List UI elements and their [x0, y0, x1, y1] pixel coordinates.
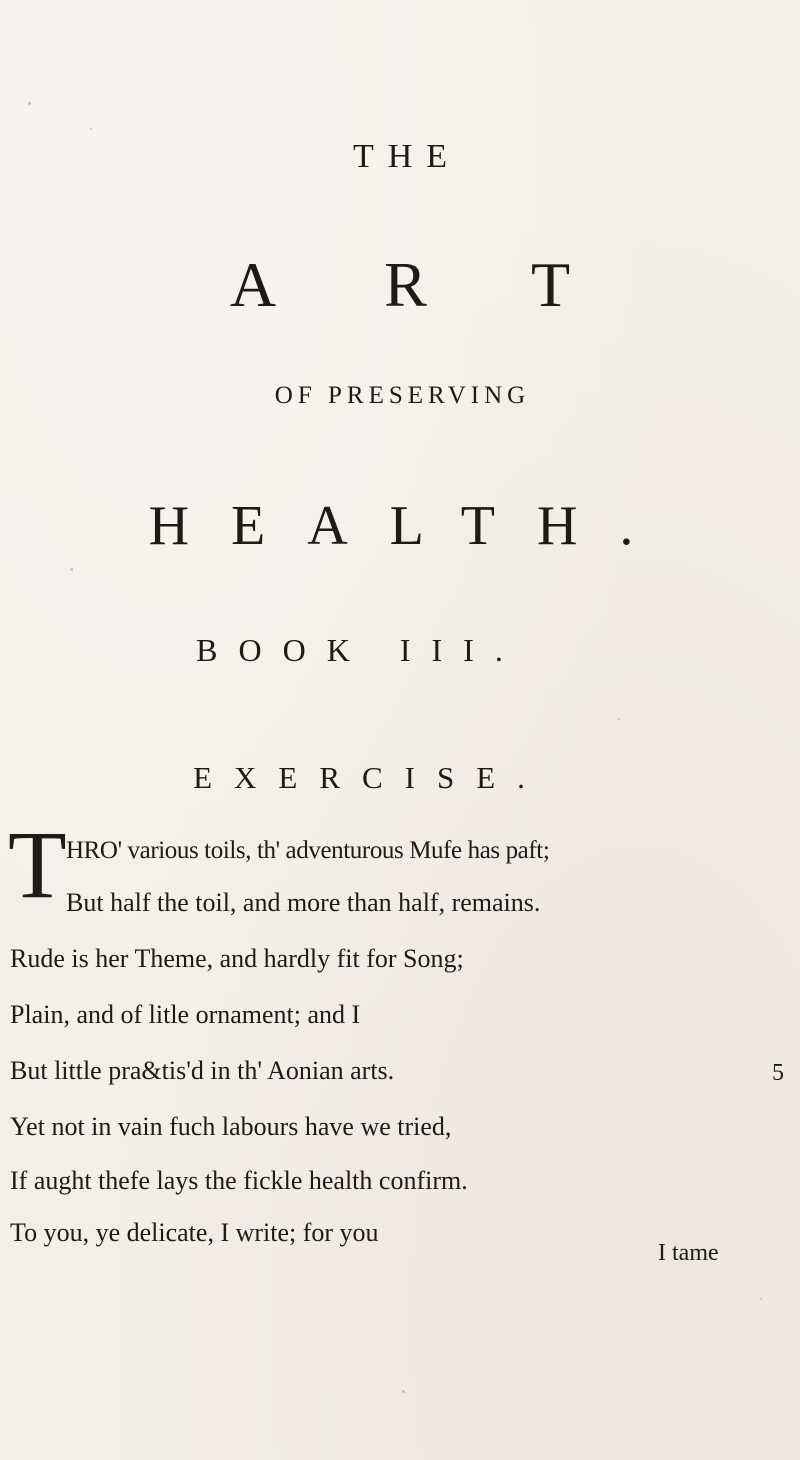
poem-line-5: But little pra&tis'd in th' Aonian arts. [10, 1056, 395, 1085]
poem-line-8: To you, ye delicate, I write; for you [10, 1218, 379, 1247]
paper-speck [618, 718, 620, 720]
poem-line-6: Yet not in vain fuch labours have we tried, [10, 1112, 452, 1141]
title-the: THE [352, 138, 462, 175]
title-art: ART [229, 249, 679, 320]
paper-speck [70, 568, 73, 571]
paper-speck [28, 102, 31, 105]
catchword: I tame [658, 1240, 719, 1266]
book-heading: BOOK III. [196, 632, 524, 668]
poem-line-1: HRO' various toils, th' adventurous Mufe has paft; [66, 837, 550, 864]
title-of-preserving: OF PRESERVING [274, 382, 531, 409]
drop-cap: T [8, 811, 67, 918]
poem-line-4: Plain, and of litle ornament; and I [10, 1000, 361, 1029]
poem-line-3: Rude is her Theme, and hardly fit for Song; [10, 944, 464, 973]
paper-speck [90, 128, 92, 130]
poem-line-7: If aught thefe lays the fickle health confirm. [10, 1166, 468, 1195]
poem-line-2: But half the toil, and more than half, remains. [66, 888, 541, 917]
title-health: HEALTH. [148, 495, 676, 557]
paper-speck [402, 1390, 405, 1393]
section-heading: EXERCISE. [193, 760, 547, 795]
paper-speck [760, 1298, 762, 1300]
line-number: 5 [772, 1060, 784, 1086]
